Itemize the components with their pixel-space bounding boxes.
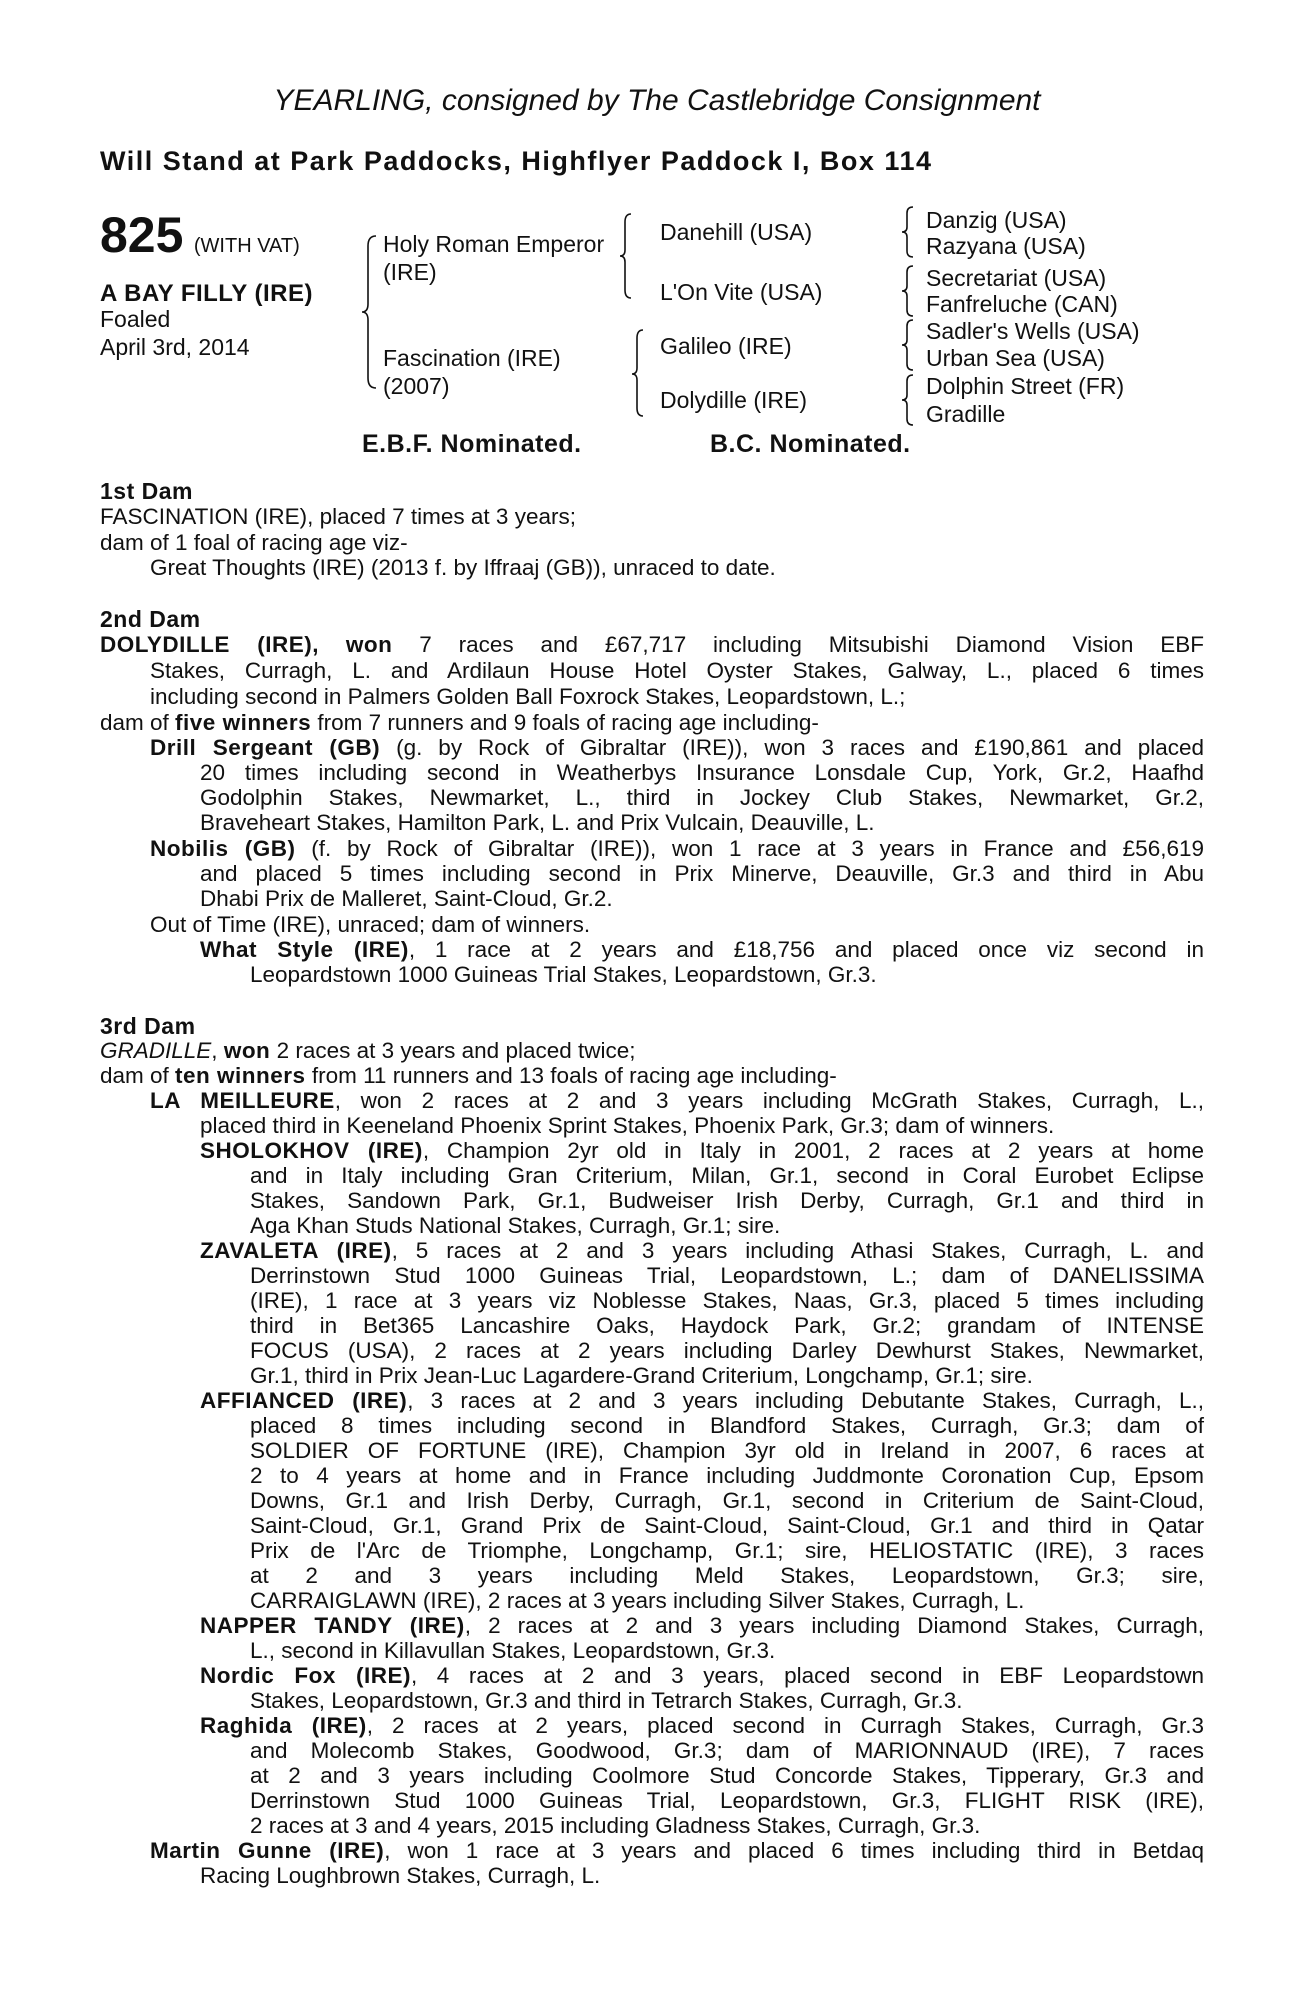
progeny-entry: What Style (IRE), 1 race at 2 years and £18,756 and placed once viz second in	[200, 937, 1204, 962]
pedigree-sire-country: (IRE)	[383, 259, 437, 285]
progeny-entry: Martin Gunne (IRE), won 1 race at 3 years and placed 6 times including third in Betdaq	[150, 1838, 1204, 1863]
progeny-entry: (IRE), 1 race at 3 years viz Noblesse Stakes, Naas, Gr.3, placed 5 times including	[250, 1288, 1204, 1313]
progeny-entry: 2 races at 3 and 4 years, 2015 including Gladness Stakes, Curragh, Gr.3.	[250, 1813, 981, 1838]
second-dam-heading: 2nd Dam	[100, 606, 201, 632]
progeny-entry: Out of Time (IRE), unraced; dam of winners.	[150, 912, 591, 937]
progeny-entry: AFFIANCED (IRE), 3 races at 2 and 3 years including Debutante Stakes, Curragh, L.,	[200, 1388, 1204, 1413]
progeny-entry: Downs, Gr.1 and Irish Derby, Curragh, Gr.1, second in Criterium de Saint-Cloud,	[250, 1488, 1204, 1513]
pedigree-sds: Secretariat (USA)	[926, 265, 1107, 291]
pedigree-sdd: Fanfreluche (CAN)	[926, 291, 1118, 317]
progeny-entry: third in Bet365 Lancashire Oaks, Haydock Park, Gr.2; grandam of INTENSE	[250, 1313, 1204, 1338]
pedigree-dam-sire: Galileo (IRE)	[660, 333, 792, 359]
pedigree-dam: Fascination (IRE)	[383, 345, 561, 371]
progeny-entry: placed 8 times including second in Blandford Stakes, Curragh, Gr.3; dam of	[250, 1413, 1204, 1438]
third-dam-text: dam of ten winners from 11 runners and 13 foals of racing age including-	[100, 1063, 837, 1088]
second-dam-text: including second in Palmers Golden Ball Foxrock Stakes, Leopardstown, L.;	[150, 684, 906, 709]
pedigree-brace-3	[900, 318, 916, 372]
first-dam-line: FASCINATION (IRE), placed 7 times at 3 years;	[100, 504, 576, 529]
third-dam-heading: 3rd Dam	[100, 1013, 196, 1039]
progeny-entry: at 2 and 3 years including Coolmore Stud Concorde Stakes, Tipperary, Gr.3 and	[250, 1763, 1204, 1788]
progeny-entry: Raghida (IRE), 2 races at 2 years, placed second in Curragh Stakes, Curragh, Gr.3	[200, 1713, 1204, 1738]
first-dam-line: dam of 1 foal of racing age viz-	[100, 530, 408, 555]
pedigree-brace-4	[900, 373, 916, 427]
progeny-entry: SOLDIER OF FORTUNE (IRE), Champion 3yr old in Ireland in 2007, 6 races at	[250, 1438, 1204, 1463]
foaled-label: Foaled	[100, 306, 171, 332]
foaled-date: April 3rd, 2014	[100, 334, 250, 360]
progeny-entry: FOCUS (USA), 2 races at 2 years including Darley Dewhurst Stakes, Newmarket,	[250, 1338, 1204, 1363]
progeny-entry: CARRAIGLAWN (IRE), 2 races at 3 years including Silver Stakes, Curragh, L.	[250, 1588, 1025, 1613]
pedigree-brace-main	[360, 232, 380, 392]
ebf-nominated: E.B.F. Nominated.	[362, 430, 582, 458]
progeny-entry: and in Italy including Gran Criterium, Milan, Gr.1, second in Coral Eurobet Eclipse	[250, 1163, 1204, 1188]
progeny-entry: Saint-Cloud, Gr.1, Grand Prix de Saint-Cloud, Saint-Cloud, Gr.1 and third in Qatar	[250, 1513, 1204, 1538]
progeny-entry: Aga Khan Studs National Stakes, Curragh, Gr.1; sire.	[250, 1213, 781, 1238]
progeny-entry: at 2 and 3 years including Meld Stakes, Leopardstown, Gr.3; sire,	[250, 1563, 1204, 1588]
lot-number: 825	[100, 207, 184, 263]
pedigree-dam-dam: Dolydille (IRE)	[660, 387, 807, 413]
progeny-entry: Racing Loughbrown Stakes, Curragh, L.	[200, 1863, 601, 1888]
horse-name: A BAY FILLY (IRE)	[100, 280, 313, 307]
pedigree-brace-1	[900, 205, 916, 259]
progeny-entry: Drill Sergeant (GB) (g. by Rock of Gibraltar (IRE)), won 3 races and £190,861 and placed	[150, 735, 1204, 760]
pedigree-ssd: Razyana (USA)	[926, 233, 1086, 259]
pedigree-brace-2	[900, 264, 916, 318]
lot-header	[100, 206, 300, 264]
stand-location: Will Stand at Park Paddocks, Highflyer Paddock I, Box 114	[100, 146, 933, 176]
progeny-entry: Godolphin Stakes, Newmarket, L., third in Jockey Club Stakes, Newmarket, Gr.2,	[200, 785, 1204, 810]
progeny-entry: Nordic Fox (IRE), 4 races at 2 and 3 years, placed second in EBF Leopardstown	[200, 1663, 1204, 1688]
progeny-entry: 20 times including second in Weatherbys Insurance Lonsdale Cup, York, Gr.2, Haafhd	[200, 760, 1204, 785]
progeny-entry: NAPPER TANDY (IRE), 2 races at 2 and 3 years including Diamond Stakes, Curragh,	[200, 1613, 1204, 1638]
progeny-entry: Prix de l'Arc de Triomphe, Longchamp, Gr.1; sire, HELIOSTATIC (IRE), 3 races	[250, 1538, 1204, 1563]
progeny-entry: SHOLOKHOV (IRE), Champion 2yr old in Italy in 2001, 2 races at 2 years at home	[200, 1138, 1204, 1163]
progeny-entry: Nobilis (GB) (f. by Rock of Gibraltar (IRE)), won 1 race at 3 years in France and £56,619	[150, 836, 1204, 861]
progeny-entry: Stakes, Leopardstown, Gr.3 and third in Tetrarch Stakes, Curragh, Gr.3.	[250, 1688, 963, 1713]
progeny-entry: Stakes, Sandown Park, Gr.1, Budweiser Irish Derby, Curragh, Gr.1 and third in	[250, 1188, 1204, 1213]
second-dam-text: dam of five winners from 7 runners and 9 foals of racing age including-	[100, 710, 819, 735]
pedigree-dds: Dolphin Street (FR)	[926, 373, 1125, 399]
progeny-entry: Leopardstown 1000 Guineas Trial Stakes, Leopardstown, Gr.3.	[250, 962, 877, 987]
progeny-entry: L., second in Killavullan Stakes, Leopardstown, Gr.3.	[250, 1638, 776, 1663]
progeny-entry: 2 to 4 years at home and in France including Juddmonte Coronation Cup, Epsom	[250, 1463, 1204, 1488]
first-dam-heading: 1st Dam	[100, 478, 193, 504]
progeny-entry: and placed 5 times including second in Prix Minerve, Deauville, Gr.3 and third in Abu	[200, 861, 1204, 886]
pedigree-brace-sire	[618, 212, 634, 302]
progeny-entry: Derrinstown Stud 1000 Guineas Trial, Leopardstown, L.; dam of DANELISSIMA	[250, 1263, 1204, 1288]
pedigree-sss: Danzig (USA)	[926, 207, 1067, 233]
progeny-entry: ZAVALETA (IRE), 5 races at 2 and 3 years including Athasi Stakes, Curragh, L. and	[200, 1238, 1204, 1263]
progeny-entry: Gr.1, third in Prix Jean-Luc Lagardere-Grand Criterium, Longchamp, Gr.1; sire.	[250, 1363, 1033, 1388]
pedigree-dsd: Urban Sea (USA)	[926, 345, 1105, 371]
second-dam-text: Stakes, Curragh, L. and Ardilaun House Hotel Oyster Stakes, Galway, L., placed 6 times	[150, 658, 1204, 683]
progeny-entry: Derrinstown Stud 1000 Guineas Trial, Leopardstown, Gr.3, FLIGHT RISK (IRE),	[250, 1788, 1204, 1813]
bc-nominated: B.C. Nominated.	[710, 430, 911, 458]
pedigree-sire-dam: L'On Vite (USA)	[660, 279, 823, 305]
progeny-entry: Dhabi Prix de Malleret, Saint-Cloud, Gr.2.	[200, 886, 613, 911]
vat-note: (WITH VAT)	[193, 235, 300, 257]
pedigree-ddd: Gradille	[926, 401, 1006, 427]
progeny-entry: and Molecomb Stakes, Goodwood, Gr.3; dam of MARIONNAUD (IRE), 7 races	[250, 1738, 1204, 1763]
pedigree-brace-dam	[630, 328, 646, 420]
third-dam-text: GRADILLE, won 2 races at 3 years and placed twice;	[100, 1038, 636, 1063]
pedigree-sire: Holy Roman Emperor	[383, 231, 605, 257]
pedigree-dss: Sadler's Wells (USA)	[926, 318, 1140, 344]
pedigree-sire-sire: Danehill (USA)	[660, 219, 813, 245]
first-dam-line: Great Thoughts (IRE) (2013 f. by Iffraaj (GB)), unraced to date.	[150, 555, 776, 580]
progeny-entry: placed third in Keeneland Phoenix Sprint Stakes, Phoenix Park, Gr.3; dam of winners.	[200, 1113, 1055, 1138]
pedigree-dam-year: (2007)	[383, 373, 450, 399]
progeny-entry: LA MEILLEURE, won 2 races at 2 and 3 years including McGrath Stakes, Curragh, L.,	[150, 1088, 1204, 1113]
page-title: YEARLING, consigned by The Castlebridge Consignment	[273, 84, 1041, 117]
second-dam-text: DOLYDILLE (IRE), won 7 races and £67,717 including Mitsubishi Diamond Vision EBF	[100, 632, 1204, 657]
progeny-entry: Braveheart Stakes, Hamilton Park, L. and Prix Vulcain, Deauville, L.	[200, 810, 875, 835]
